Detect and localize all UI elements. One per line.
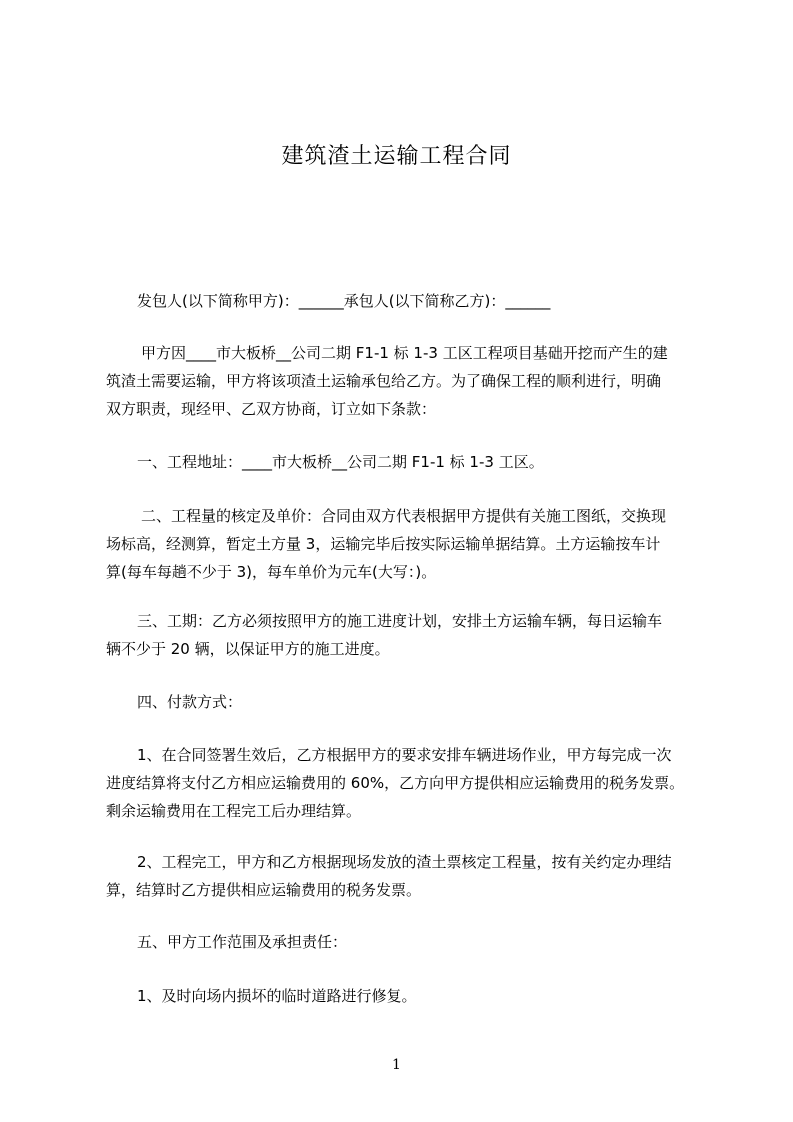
section-2-line-1: 二、工程量的核定及单价：合同由双方代表根据甲方提供有关施工图纸，交换现 (141, 507, 667, 525)
section-2-line-2: 场标高，经测算，暂定土方量 3，运输完毕后按实际运输单据结算。土方运输按车计 (106, 535, 661, 553)
section-4-item-1-line-2: 进度结算将支付乙方相应运输费用的 60%，乙方向甲方提供相应运输费用的税务发票。 (106, 774, 685, 792)
section-3-line-1: 三、工期：乙方必须按照甲方的施工进度计划，安排土方运输车辆，每日运输车 (137, 612, 663, 630)
section-2-line-3: 算(每车每趟不少于 3)，每车单价为元车(大写：)。 (106, 563, 437, 581)
section-4-item-1-line-1: 1、在合同签署生效后，乙方根据甲方的要求安排车辆进场作业，甲方每完成一次 (137, 746, 672, 764)
section-4-item-2-line-1: 2、工程完工，甲方和乙方根据现场发放的渣土票核定工程量，按有关约定办理结 (137, 853, 672, 871)
intro-line-3: 双方职责，现经甲、乙双方协商，订立如下条款： (106, 400, 437, 418)
section-5-heading: 五、甲方工作范围及承担责任： (137, 933, 348, 951)
section-4-item-2-line-2: 算，结算时乙方提供相应运输费用的税务发票。 (106, 881, 422, 899)
section-3-line-2: 辆不少于 20 辆，以保证甲方的施工进度。 (106, 640, 390, 658)
section-4-item-1-line-3: 剩余运输费用在工程完工后办理结算。 (106, 802, 362, 820)
intro-line-2: 筑渣土需要运输，甲方将该项渣土运输承包给乙方。为了确保工程的顺利进行，明确 (106, 372, 662, 390)
section-4-heading: 四、付款方式： (137, 693, 243, 711)
document-title: 建筑渣土运输工程合同 (281, 144, 512, 169)
section-5-item-1-line-1: 1、及时向场内损坏的临时道路进行修复。 (137, 987, 417, 1005)
intro-line-1: 甲方因____市大板桥__公司二期 F1-1 标 1-3 工区工程项目基础开挖而产生的建 (141, 344, 668, 362)
page-number: 1 (392, 1057, 401, 1073)
parties-line: 发包人(以下简称甲方)：______承包人(以下简称乙方)：______ (137, 292, 551, 310)
section-1-line-1: 一、工程地址：____市大板桥__公司二期 F1-1 标 1-3 工区。 (137, 453, 544, 471)
